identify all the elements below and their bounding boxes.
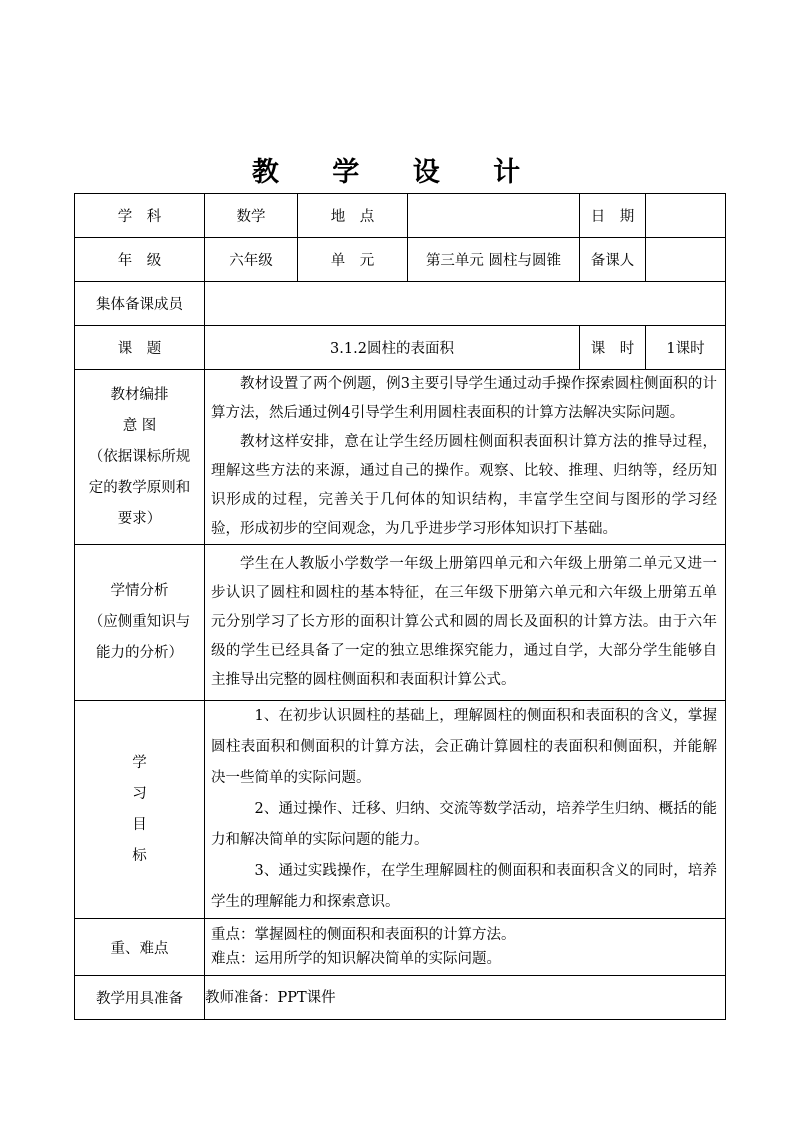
date-value — [646, 194, 726, 238]
intent-label — [75, 370, 205, 545]
members-label: 集体备课成员 — [75, 282, 205, 326]
objectives-row — [75, 701, 726, 919]
intent-content — [205, 370, 726, 545]
objectives-label-line: 学 — [132, 754, 147, 771]
members-value — [205, 282, 726, 326]
grade-label: 年 级 — [75, 238, 205, 282]
period-value: 1课时 — [646, 326, 726, 370]
intent-label-line: 意 图 — [122, 417, 157, 434]
tools-row — [75, 976, 726, 1020]
objective-item: 3、通过实践操作，在学生理解圆柱的侧面积和表面积含义的同时，培养学生的理解能力和探索意识。 — [211, 863, 717, 910]
objectives-label — [75, 701, 205, 919]
intent-label-line: （依据课标所规 — [88, 448, 191, 465]
key-point-line: 难点：运用所学的知识解决简单的实际问题。 — [211, 951, 501, 967]
intent-row — [75, 370, 726, 545]
unit-value: 第三单元 圆柱与圆锥 — [408, 238, 580, 282]
unit-label: 单 元 — [298, 238, 408, 282]
objective-item: 2、通过操作、迁移、归纳、交流等数学活动，培养学生归纳、概括的能力和解决简单的实际问题的能力。 — [211, 801, 717, 848]
intent-paragraph: 教材设置了两个例题，例3主要引导学生通过动手操作探索圆柱侧面积的计算方法，然后通过例4引导学生利用圆柱表面积的计算方法解决实际问题。 — [211, 376, 717, 421]
analysis-label-line: 能力的分析） — [96, 645, 183, 661]
topic-row — [75, 326, 726, 370]
date-label: 日 期 — [580, 194, 646, 238]
preparer-label: 备课人 — [580, 238, 646, 282]
document-title: 教 学 设 计 — [251, 157, 543, 188]
objectives-label-line: 目 — [132, 816, 147, 833]
place-label: 地 点 — [298, 194, 408, 238]
subject-label: 学 科 — [75, 194, 205, 238]
intent-label-line: 要求） — [117, 510, 162, 527]
objectives-label-line: 习 — [132, 785, 147, 802]
analysis-label — [75, 545, 205, 701]
grade-row — [75, 238, 726, 282]
place-value — [408, 194, 580, 238]
key-points-row — [75, 919, 726, 976]
tools-label: 教学用具准备 — [75, 976, 205, 1020]
analysis-label-line: 学情分析 — [110, 583, 169, 599]
tools-value: 教师准备：PPT课件 — [205, 976, 726, 1020]
grade-value: 六年级 — [205, 238, 298, 282]
lesson-plan-table — [74, 193, 726, 1020]
key-points-label: 重、难点 — [75, 919, 205, 976]
topic-value: 3.1.2圆柱的表面积 — [205, 326, 580, 370]
key-point-line: 重点：掌握圆柱的侧面积和表面积的计算方法。 — [211, 927, 516, 943]
topic-label: 课 题 — [75, 326, 205, 370]
intent-paragraph: 教材这样安排，意在让学生经历圆柱侧面积表面积计算方法的推导过程，理解这些方法的来源，通过自己的操作。观察、比较、推理、归纳等，经历知识形成的过程，完善关于几何体的知识结构，丰富学生空间与图形的学习经验，形成初步的空间观念，为几乎进步学习形体知识打下基础。 — [211, 434, 717, 537]
objective-item: 1、在初步认识圆柱的基础上，理解圆柱的侧面积和表面积的含义，掌握圆柱表面积和侧面积的计算方法，会正确计算圆柱的表面积和侧面积，并能解决一些简单的实际问题。 — [211, 708, 717, 786]
members-row — [75, 282, 726, 326]
subject-row — [75, 194, 726, 238]
key-points-content — [205, 919, 726, 976]
analysis-row — [75, 545, 726, 701]
analysis-label-line: （应侧重知识与 — [88, 614, 191, 630]
period-label: 课 时 — [580, 326, 646, 370]
preparer-value — [646, 238, 726, 282]
analysis-paragraph: 学生在人教版小学数学一年级上册第四单元和六年级上册第二单元又进一步认识了圆柱和圆柱的基本特征，在三年级下册第六单元和六年级上册第五单元分别学习了长方形的面积计算公式和圆的周长及面积的计算方法。由于六年级的学生已经具备了一定的独立思维探究能力，通过自学，大部分学生能够自主推导出完整的圆柱侧面积和表面积计算公式。 — [211, 556, 717, 688]
subject-value: 数学 — [205, 194, 298, 238]
intent-label-line: 教材编排 — [110, 386, 169, 403]
intent-label-line: 定的教学原则和 — [88, 479, 191, 496]
objectives-content — [205, 701, 726, 919]
analysis-content — [205, 545, 726, 701]
objectives-label-line: 标 — [132, 847, 147, 864]
